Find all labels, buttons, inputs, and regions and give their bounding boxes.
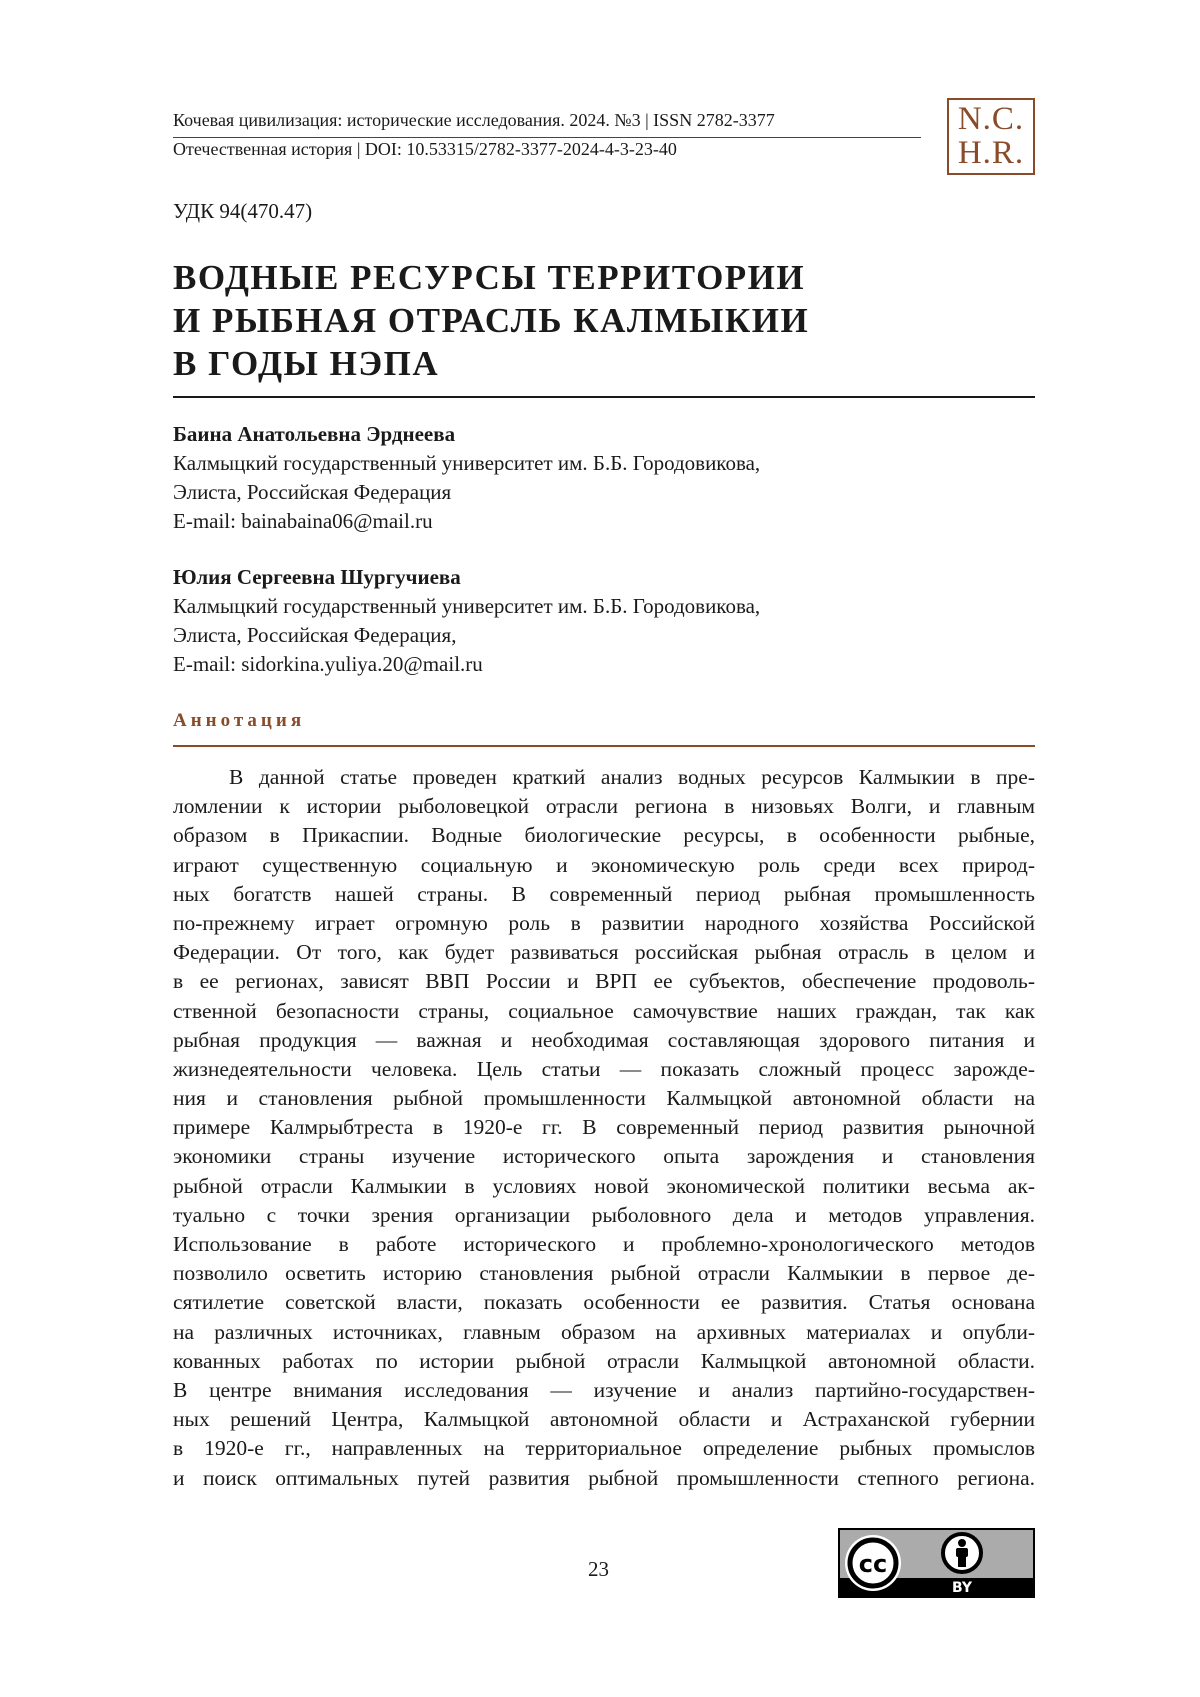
header-rule	[173, 137, 921, 138]
annotation-line: образом в Прикаспии. Водные биологические ресурсы, в особенности рыбные,	[173, 823, 1035, 848]
annotation-line: туально с точки зрения организации рыболовного дела и методов управления.	[173, 1202, 1035, 1227]
author-location: Элиста, Российская Федерация,	[173, 623, 457, 647]
journal-header-line: Кочевая цивилизация: исторические исследования. 2024. №3 | ISSN 2782-3377	[173, 110, 775, 130]
attribution-person-icon	[943, 1534, 981, 1572]
annotation-line: ственной безопасности страны, социальное самочувствие наших граждан, так как	[173, 998, 1035, 1023]
annotation-line: ломлении к истории рыболовецкой отрасли региона в низовьях Волги, и главным	[173, 794, 1035, 819]
annotation-line: на различных источниках, главным образом на архивных материалах и опубли-	[173, 1319, 1035, 1344]
author-name: Юлия Сергеевна Шургучиева	[173, 565, 461, 589]
page-number: 23	[588, 1557, 609, 1581]
udk-code: УДК 94(470.47)	[173, 199, 313, 223]
journal-logo	[947, 98, 1035, 175]
annotation-text	[173, 763, 1035, 1493]
annotation-line: сятилетие советской власти, показать особенности ее развития. Статья основана	[173, 1290, 1035, 1315]
cc-by-license-badge[interactable]	[838, 1528, 1035, 1598]
annotation-line: кованных работах по истории рыбной отрасли Калмыцкой автономной области.	[173, 1348, 1035, 1373]
annotation-line: В центре внимания исследования — изучение и анализ партийно-государствен-	[173, 1377, 1035, 1402]
annotation-line: по-прежнему играет огромную роль в развитии народного хозяйства Российской	[173, 910, 1035, 935]
annotation-line: ных богатств нашей страны. В современный период рыбная промышленность	[173, 881, 1035, 906]
author-email: E-mail: sidorkina.yuliya.20@mail.ru	[173, 652, 483, 676]
author-email: E-mail: bainabaina06@mail.ru	[173, 509, 433, 533]
creative-commons-icon	[845, 1535, 901, 1591]
annotation-line: Использование в работе исторического и проблемно-хронологического методов	[173, 1232, 1035, 1256]
annotation-rule	[173, 745, 1035, 747]
license-badge-text: BY	[951, 1580, 973, 1596]
annotation-line: рыбная продукция — важная и необходимая составляющая здорового питания и	[173, 1027, 1035, 1052]
title-line-1: ВОДНЫЕ РЕСУРСЫ ТЕРРИТОРИИ	[173, 258, 806, 297]
annotation-line: в 1920-е гг., направленных на территориальное определение рыбных промыслов	[173, 1436, 1035, 1461]
annotation-line: позволило осветить историю становления рыбной отрасли Калмыкии в первое де-	[173, 1261, 1035, 1286]
title-line-2: И РЫБНАЯ ОТРАСЛЬ КАЛМЫКИИ	[173, 301, 810, 340]
author-name: Баина Анатольевна Эрднеева	[173, 422, 456, 446]
annotation-line: ных решений Центра, Калмыцкой автономной области и Астраханской губернии	[173, 1407, 1035, 1432]
annotation-heading: Аннотация	[173, 710, 306, 731]
section-doi-line: Отечественная история | DOI: 10.53315/2782-3377-2024-4-3-23-40	[173, 139, 677, 159]
author-location: Элиста, Российская Федерация	[173, 480, 452, 504]
author-block-2	[173, 563, 1033, 679]
annotation-line: в ее регионах, зависят ВВП России и ВРП ее субъектов, обеспечение продоволь-	[173, 969, 1035, 994]
author-affiliation: Калмыцкий государственный университет им. Б.Б. Городовикова,	[173, 451, 761, 475]
title-rule	[173, 396, 1035, 398]
logo-line-1: N.C.	[957, 101, 1025, 137]
article-title	[173, 256, 1033, 385]
annotation-line: экономики страны изучение исторического опыта зарождения и становления	[173, 1144, 1035, 1169]
logo-line-2: H.R.	[957, 135, 1025, 171]
annotation-line: и поиск оптимальных путей развития рыбной промышленности степного региона.	[173, 1465, 1035, 1490]
svg-text:cc: cc	[858, 1550, 888, 1578]
annotation-line: ния и становления рыбной промышленности Калмыцкой автономной области на	[173, 1086, 1035, 1111]
annotation-line: примере Калмрыбтреста в 1920-е гг. В современный период развития рыночной	[173, 1115, 1035, 1140]
title-line-3: В ГОДЫ НЭПА	[173, 344, 440, 383]
annotation-line: В данной статье проведен краткий анализ водных ресурсов Калмыкии в пре-	[229, 765, 1035, 789]
annotation-line: жизнедеятельности человека. Цель статьи — показать сложный процесс зарожде-	[173, 1056, 1035, 1081]
annotation-line: играют существенную социальную и экономическую роль среди всех природ-	[173, 852, 1035, 877]
annotation-line: Федерации. От того, как будет развиваться российская рыбная отрасль в целом и	[173, 940, 1035, 965]
annotation-line: рыбной отрасли Калмыкии в условиях новой экономической политики весьма ак-	[173, 1173, 1035, 1198]
author-affiliation: Калмыцкий государственный университет им. Б.Б. Городовикова,	[173, 594, 761, 618]
author-block-1	[173, 420, 1033, 536]
